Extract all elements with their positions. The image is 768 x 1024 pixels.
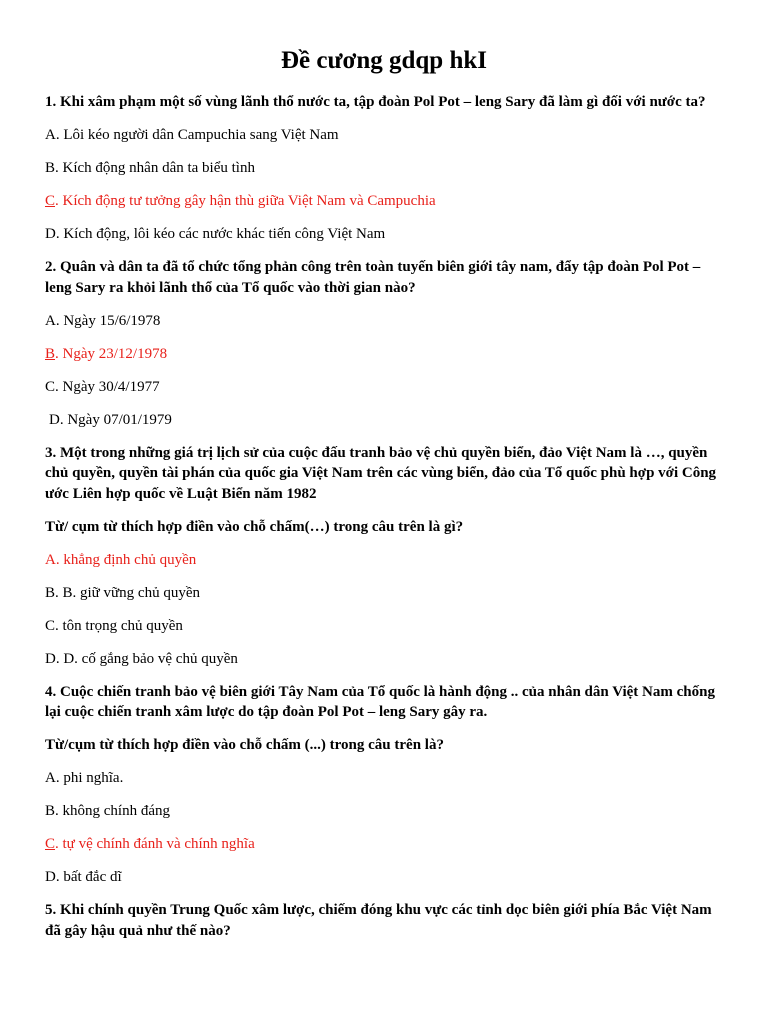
question-4-option-c-correct <box>45 834 725 855</box>
question-2-stem: 2. Quân và dân ta đã tổ chức tổng phản công trên toàn tuyến biên giới tây nam, đẩy tập đoàn Pol Pot – leng Sary ra khỏi lãnh thổ của Tổ quốc vào thời gian nào? <box>45 259 701 296</box>
option-text: . Ngày 23/12/1978 <box>55 345 168 362</box>
question-3-option-b: B. B. giữ vững chủ quyền <box>45 584 201 601</box>
question-1-option-a: A. Lôi kéo người dân Campuchia sang Việt Nam <box>45 127 339 143</box>
question-4-stem: 4. Cuộc chiến tranh bảo vệ biên giới Tây Nam của Tổ quốc là hành động .. của nhân dân Việt Nam chống lại cuộc chiến tranh xâm lược do tập đoàn Pol Pot – leng Sary gây ra. <box>45 683 715 720</box>
document-title: Đề cương gdqp hkI <box>281 47 487 74</box>
question-4-prompt: Từ/cụm từ thích hợp điền vào chỗ chấm (...) trong câu trên là? <box>45 737 444 753</box>
option-letter: C <box>45 193 56 209</box>
question-list <box>45 92 725 954</box>
question-3-option-a-correct: A. khẳng định chủ quyền <box>45 551 197 568</box>
option-text: . Kích động tư tưởng gây hận thù giữa Việt Nam và Campuchia <box>55 193 436 209</box>
question-2-option-a: A. Ngày 15/6/1978 <box>45 312 161 329</box>
question-2-option-d: D. Ngày 07/01/1979 <box>49 411 172 428</box>
question-1-option-b: B. Kích động nhân dân ta biểu tình <box>45 160 255 176</box>
question-3-option-d: D. D. cố gắng bảo vệ chủ quyền <box>45 650 238 667</box>
option-letter: C <box>45 836 56 852</box>
option-text: . tự vệ chính đánh và chính nghĩa <box>55 836 255 852</box>
question-2-option-b-correct <box>45 344 725 365</box>
question-1-option-d: D. Kích động, lôi kéo các nước khác tiến công Việt Nam <box>45 226 386 242</box>
question-1-stem: 1. Khi xâm phạm một số vùng lãnh thổ nước ta, tập đoàn Pol Pot – leng Sary đã làm gì đối với nước ta? <box>45 94 706 110</box>
question-1-option-c-correct <box>45 191 725 212</box>
question-4-option-b: B. không chính đáng <box>45 803 170 819</box>
option-letter: B <box>45 345 56 362</box>
question-2-option-c: C. Ngày 30/4/1977 <box>45 378 160 395</box>
question-3-prompt: Từ/ cụm từ thích hợp điền vào chỗ chấm(…) trong câu trên là gì? <box>45 518 464 535</box>
question-4-option-a: A. phi nghĩa. <box>45 770 124 786</box>
question-5-stem: 5. Khi chính quyền Trung Quốc xâm lược, chiếm đóng khu vực các tỉnh dọc biên giới phía Bắc Việt Nam đã gây hậu quả như thế nào? <box>45 902 712 939</box>
question-3-option-c: C. tôn trọng chủ quyền <box>45 617 183 634</box>
question-4-option-d: D. bất đắc dĩ <box>45 869 122 885</box>
question-3-stem: 3. Một trong những giá trị lịch sử của cuộc đấu tranh bảo vệ chủ quyền biển, đảo Việt Nam là …, quyền chủ quyền, quyền tài phán của quốc gia Việt Nam trên các vùng biển, đảo của Tổ quốc phù hợp với Công ước Liên hợp quốc về Luật Biển năm 1982 <box>45 444 717 502</box>
